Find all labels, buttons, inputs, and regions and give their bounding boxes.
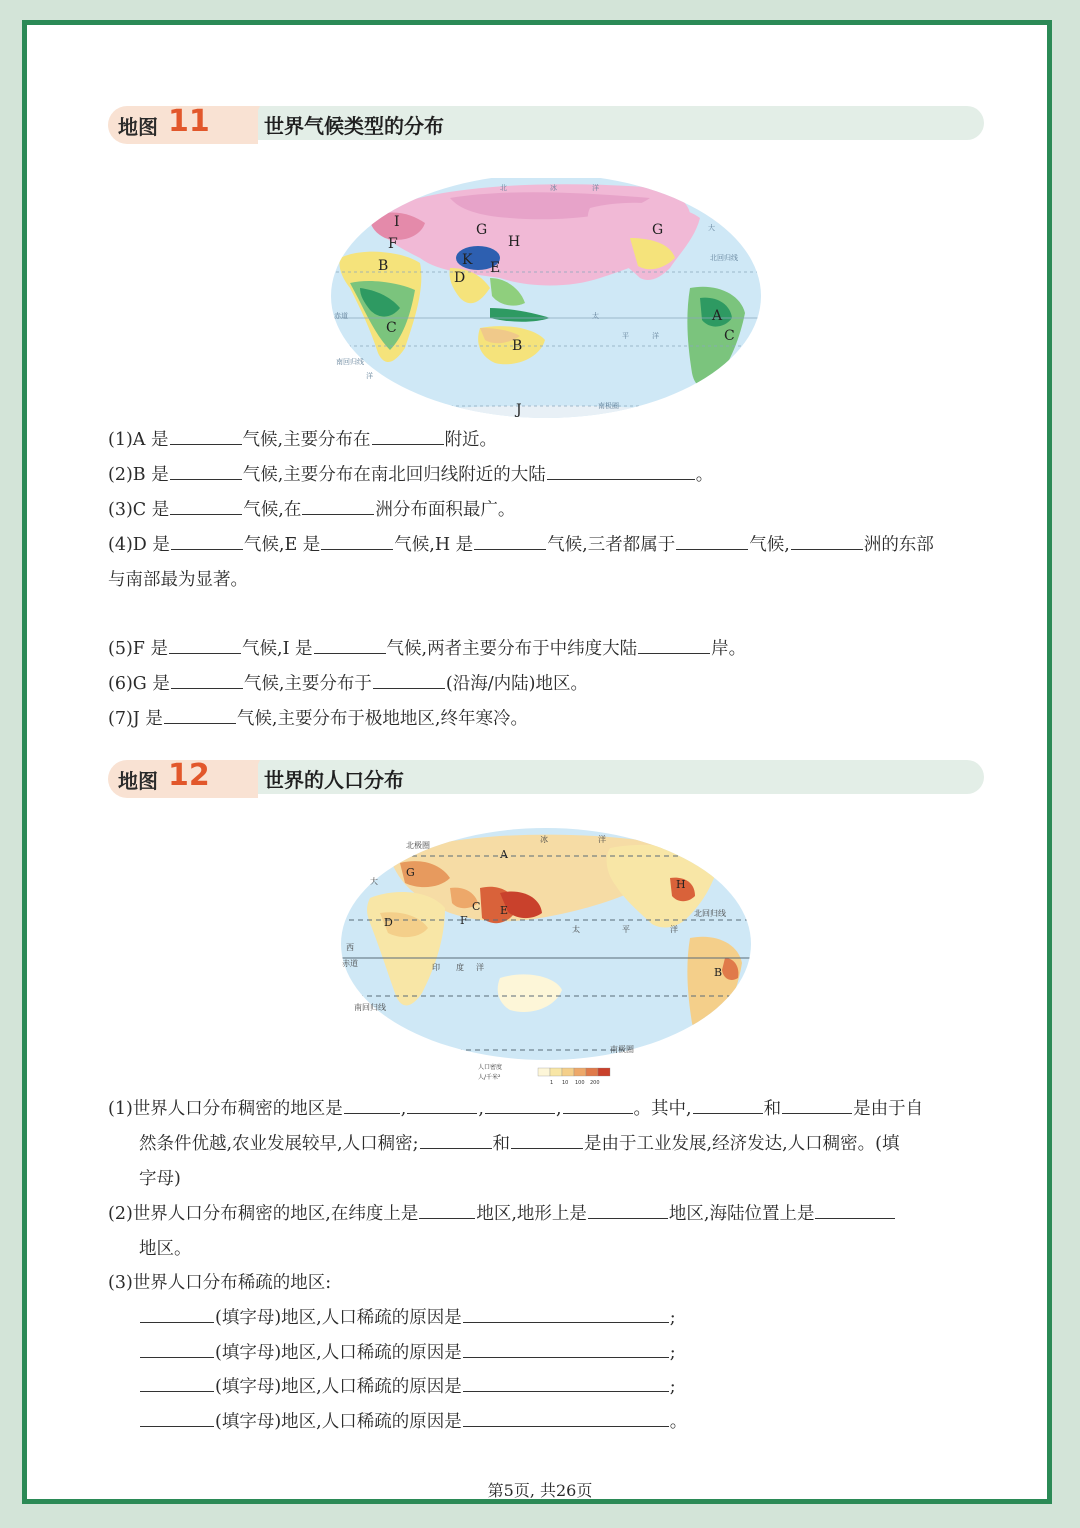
q2-item-3-row: (填字母)地区,人口稀疏的原因是 。 (108, 1405, 1017, 1440)
legend-tick: 10 (562, 1080, 569, 1086)
map1-letter: K (462, 252, 473, 268)
page-number: 第5页, 共26页 (487, 1481, 593, 1500)
q1-item-5: (5)F 是 气候,I 是 气候,两者主要分布于中纬度大陆 岸。 (108, 632, 986, 667)
map2-ocean-label: 西 (346, 943, 354, 952)
map-legend (478, 1063, 610, 1086)
answer-blank[interactable] (419, 1198, 475, 1219)
q2-item-1-line3: 字母) (139, 1169, 181, 1189)
legend-tick: 1 (550, 1080, 554, 1086)
legend-title: 人口密度 (478, 1064, 503, 1071)
answer-blank[interactable] (170, 494, 242, 515)
map2-letter: B (714, 966, 723, 979)
legend-tick: 100 (575, 1080, 585, 1086)
map1-letter: C (386, 320, 397, 336)
answer-blank[interactable] (170, 459, 242, 480)
answer-blank[interactable] (511, 1128, 583, 1149)
map2-letter: D (384, 916, 393, 929)
map1-letter: A (712, 308, 723, 324)
legend-tick: 200 (590, 1080, 600, 1086)
map1-ocean-label: 冰 (550, 184, 557, 192)
legend-swatch (586, 1068, 598, 1076)
map1-ocean-label: 大 (708, 224, 715, 232)
map1-letter: B (378, 258, 389, 274)
map2-ocean-label: 洋 (670, 925, 678, 934)
legend-swatch (538, 1068, 550, 1076)
population-map (340, 828, 752, 1086)
answer-blank[interactable] (302, 494, 374, 515)
map1-letter: I (394, 214, 400, 230)
legend-swatch (574, 1068, 586, 1076)
answer-blank[interactable] (547, 459, 695, 480)
map2-letter: G (406, 866, 415, 879)
map1-letter: G (476, 222, 488, 238)
map1-ocean-label: 洋 (592, 184, 599, 192)
map2-ocean-label: 洋 (598, 835, 606, 844)
answer-blank[interactable] (693, 1093, 763, 1114)
q2-item-3-row: (填字母)地区,人口稀疏的原因是 ; (108, 1336, 1017, 1371)
answer-blank[interactable] (463, 1337, 669, 1358)
q2-item-1: (1)世界人口分布稠密的地区是 , , , 。其中, 和 是由于自 (108, 1092, 986, 1127)
map1-letter: E (490, 260, 501, 276)
answer-blank[interactable] (588, 1198, 668, 1219)
answer-blank[interactable] (321, 529, 393, 550)
header-number: 12 (168, 758, 210, 793)
answer-blank[interactable] (140, 1406, 214, 1427)
answer-blank[interactable] (676, 529, 748, 550)
header-prefix: 地图 (118, 115, 158, 139)
section-title: 世界的人口分布 (264, 768, 404, 792)
q1-item-2: (2)B 是 气候,主要分布在南北回归线附近的大陆 。 (108, 458, 986, 493)
map2-ocean-label: 南回归线 (354, 1003, 386, 1012)
map1-letter: B (512, 338, 523, 354)
q1-item-4-cont: 与南部最为显著。 (108, 570, 248, 590)
map2-ocean-label: 太 (572, 925, 580, 934)
q2-item-1-line2: 然条件优越,农业发展较早,人口稠密; 和 是由于工业发展,经济发达,人口稠密。(填 (108, 1127, 1017, 1162)
q2-item-2: (2)世界人口分布稠密的地区,在纬度上是 地区,地形上是 地区,海陆位置上是 (108, 1197, 986, 1232)
answer-blank[interactable] (171, 668, 243, 689)
answer-blank[interactable] (474, 529, 546, 550)
answer-blank[interactable] (140, 1302, 214, 1323)
answer-blank[interactable] (463, 1302, 669, 1323)
map2-ocean-label: 北极圈 (406, 841, 430, 850)
legend-swatch (550, 1068, 562, 1076)
map1-letter: F (388, 236, 398, 252)
header-number: 11 (168, 104, 210, 139)
map2-ocean-label: 北回归线 (694, 909, 726, 918)
map2-letter: H (676, 878, 686, 891)
answer-blank[interactable] (420, 1128, 492, 1149)
answer-blank[interactable] (485, 1093, 555, 1114)
map2-ocean-label: 平 (622, 925, 630, 934)
q1-item-4: (4)D 是 气候,E 是 气候,H 是 气候,三者都属于 气候, 洲的东部 (108, 528, 986, 563)
answer-blank[interactable] (164, 703, 236, 724)
answer-blank[interactable] (140, 1371, 214, 1392)
map2-ocean-label: 冰 (540, 835, 548, 844)
answer-blank[interactable] (140, 1337, 214, 1358)
q1-item-1: (1)A 是 气候,主要分布在 附近。 (108, 423, 986, 458)
map2-letter: C (472, 900, 481, 913)
q1-item-6: (6)G 是 气候,主要分布于 (沿海/内陆)地区。 (108, 667, 986, 702)
map2-ocean-label: 南极圈 (610, 1045, 634, 1054)
map1-ocean-label: 南极圈 (598, 402, 619, 410)
answer-blank[interactable] (791, 529, 863, 550)
map1-ocean-label: 洋 (366, 372, 373, 380)
answer-blank[interactable] (314, 633, 386, 654)
answer-blank[interactable] (169, 633, 241, 654)
map2-ocean-label: 赤道 (342, 959, 358, 968)
legend-swatch (598, 1068, 610, 1076)
map2-letter: A (500, 848, 508, 861)
answer-blank[interactable] (171, 529, 243, 550)
answer-blank[interactable] (407, 1093, 477, 1114)
map2-ocean-label: 大 (370, 877, 378, 886)
climate-map (330, 178, 762, 418)
map1-ocean-label: 赤道 (334, 312, 348, 320)
map1-letter: J (516, 402, 522, 418)
map1-letter: H (508, 234, 521, 250)
south-america-land (687, 937, 742, 1038)
map1-ocean-label: 北 (500, 184, 507, 192)
answer-blank[interactable] (463, 1371, 669, 1392)
map2-ocean-label: 印 (432, 963, 440, 972)
map1-ocean-label: 平 (622, 332, 629, 340)
answer-blank[interactable] (170, 424, 242, 445)
answer-blank[interactable] (463, 1406, 669, 1427)
answer-blank[interactable] (815, 1198, 895, 1219)
section-title: 世界气候类型的分布 (264, 114, 444, 138)
header-prefix: 地图 (118, 769, 158, 793)
map1-letter: G (652, 222, 664, 238)
map1-ocean-label: 洋 (652, 332, 659, 340)
map1-letter: D (454, 270, 466, 286)
section-header-11 (108, 106, 984, 150)
answer-blank[interactable] (373, 668, 445, 689)
q2-item-2-line2: 地区。 (139, 1239, 192, 1259)
map2-letter: F (460, 914, 468, 927)
q1-item-7: (7)J 是 气候,主要分布于极地地区,终年寒冷。 (108, 702, 986, 737)
legend-swatch (562, 1068, 574, 1076)
q2-item-3: (3)世界人口分布稀疏的地区: (108, 1273, 332, 1293)
answer-blank[interactable] (372, 424, 444, 445)
map1-ocean-label: 太 (592, 312, 599, 320)
map1-ocean-label: 北回归线 (710, 254, 738, 262)
q2-item-3-row: (填字母)地区,人口稀疏的原因是 ; (108, 1370, 1017, 1405)
q2-item-3-row: (填字母)地区,人口稀疏的原因是 ; (108, 1301, 1017, 1336)
answer-blank[interactable] (563, 1093, 633, 1114)
map2-ocean-label: 洋 (476, 963, 484, 972)
answer-blank[interactable] (344, 1093, 400, 1114)
map2-ocean-label: 度 (456, 963, 464, 972)
map1-letter: C (724, 328, 735, 344)
answer-blank[interactable] (638, 633, 710, 654)
map1-ocean-label: 南回归线 (336, 358, 364, 366)
section-header-12 (108, 760, 984, 804)
q1-item-3: (3)C 是 气候,在 洲分布面积最广。 (108, 493, 986, 528)
map2-letter: E (500, 904, 509, 917)
answer-blank[interactable] (782, 1093, 852, 1114)
legend-unit: 人/千米² (478, 1074, 501, 1081)
